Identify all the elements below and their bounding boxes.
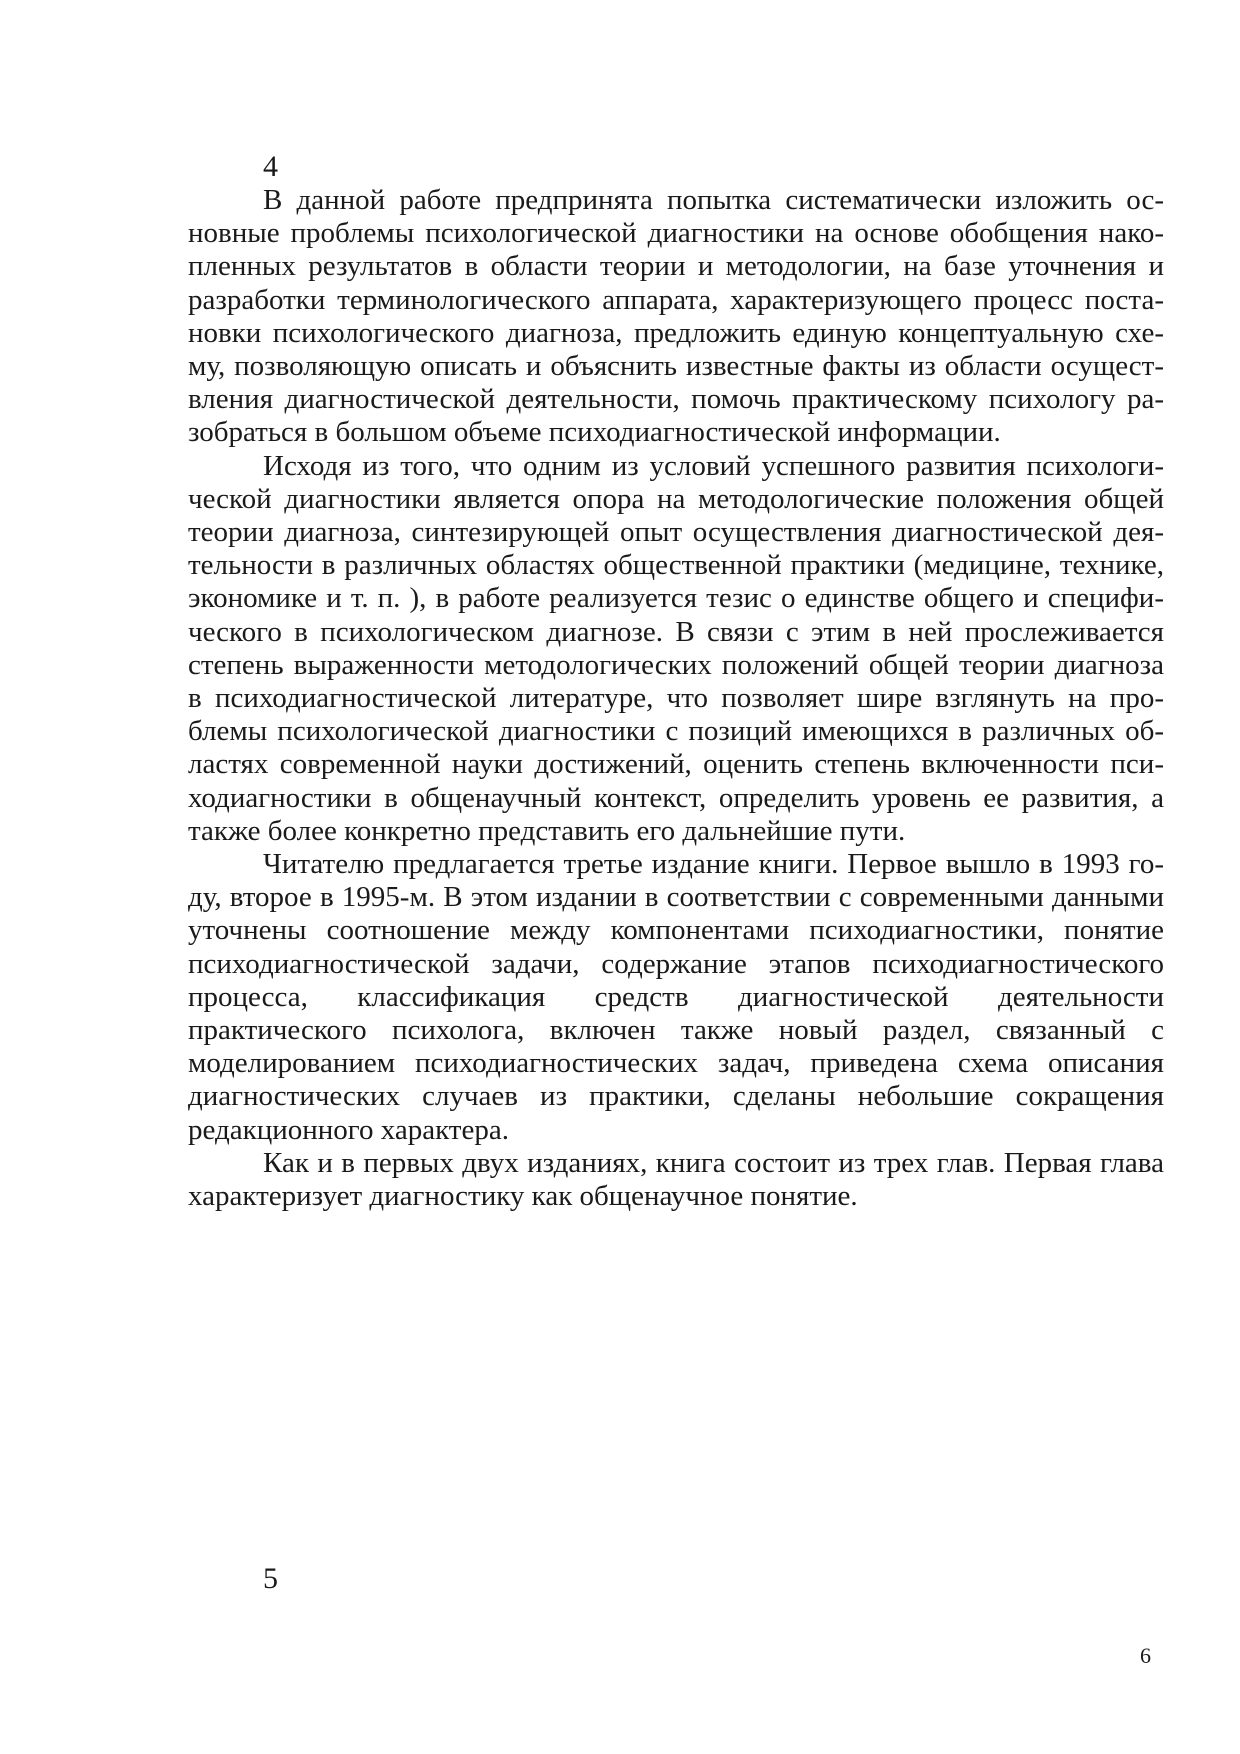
page-number: 6 <box>1140 1643 1151 1668</box>
paragraph-2: Исходя из того, что одним из условий успешного развития психологической диагностики является опора на методологические положения общей теории диагноза, синтезирующей опыт осуществления диагностической деятельности в различных областях общественной практики (медицине, технике, экономике и т. п. ), в работе реализуется тезис о единстве общего и специфического в психологическом диагнозе. В связи с этим в ней прослеживается степень выраженности методологических положений общей теории диагноза в психодиагностической литературе, что позволяет шире взглянуть на проблемы психологической диагностики с позиций имеющихся в различных областях современной науки достижений, оценить степень включенности психодиагностики в общенаучный контекст, определить уровень ее развития, а также более конкретно представить его дальнейшие пути. <box>188 449 1164 847</box>
paragraph-1: В данной работе предпринята попытка систематически изложить основные проблемы психологической диагностики на основе обобщения накопленных результатов в области теории и методологии, на базе уточнения и разработки терминологического аппарата, характеризующего процесс постановки психологического диагноза, предложить единую концептуальную схему, позволяющую описать и объяснить известные факты из области осуществления диагностической деятельности, помочь практическому психологу разобраться в большом объеме психодиагностической информации. <box>188 184 1164 449</box>
body-text <box>188 184 1164 1213</box>
paragraph-3: Читателю предлагается третье издание книги. Первое вышло в 1993 году, второе в 1995-м. В этом издании в соответствии с современными данными уточнены соотношение между компонентами психодиагностики, понятие психодиагностической задачи, содержание этапов психодиагностического процесса, классификация средств диагностической деятельности практического психолога, включен также новый раздел, связанный с моделированием психодиагностических задач, приведена схема описания диагностических случаев из практики, сделаны небольшие сокращения редакционного характера. <box>188 848 1164 1146</box>
page-marker-top: 4 <box>263 150 278 183</box>
paragraph-4: Как и в первых двух изданиях, книга состоит из трех глав. Первая глава характеризует диагностику как общенаучное понятие. <box>188 1146 1164 1213</box>
page-marker-bottom: 5 <box>263 1562 278 1595</box>
